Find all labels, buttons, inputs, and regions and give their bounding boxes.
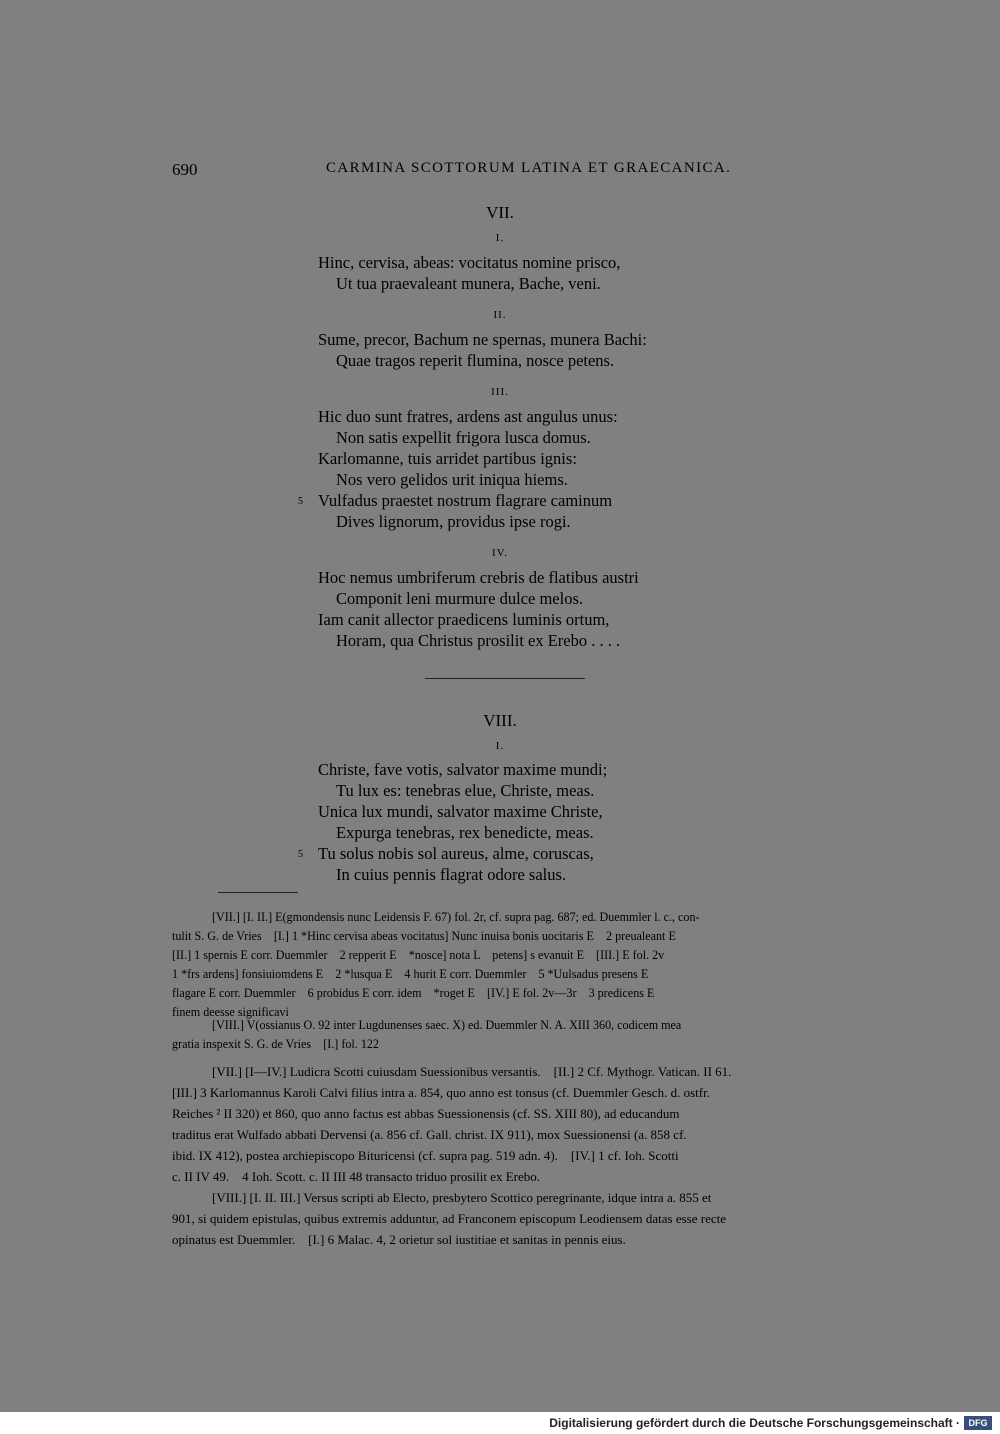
- verse-line: Vulfadus praestet nostrum flagrare caminum: [318, 491, 613, 510]
- verse-line: Tu solus nobis sol aureus, alme, coruscas,: [318, 844, 594, 863]
- verse-line: Sume, precor, Bachum ne spernas, munera Bachi:: [318, 330, 647, 349]
- running-title: CARMINA SCOTTORUM LATINA ET GRAECANICA.: [326, 160, 732, 176]
- commentary-line: traditus erat Wulfado abbati Dervensi (a. 856 cf. Gall. christ. IX 911), mox Suessionensi (a. 858 cf.: [172, 1127, 687, 1142]
- commentary-line: c. II IV 49. 4 Ioh. Scott. c. II III 48 transacto triduo prosilit ex Erebo.: [172, 1169, 540, 1184]
- verse-line: Hinc, cervisa, abeas: vocitatus nomine prisco,: [318, 253, 621, 272]
- commentary-line: [III.] 3 Karlomannus Karoli Calvi filius intra a. 854, quo anno est tonsus (cf. Duemmler Gesch. d. ostfr.: [172, 1085, 710, 1100]
- footer-credit[interactable]: Digitalisierung gefördert durch die Deutsche Forschungsgemeinschaft ·: [549, 1416, 960, 1430]
- part-numeral: IV.: [492, 547, 508, 559]
- line-number: 5: [298, 849, 303, 860]
- commentary-line: Reiches ² II 320) et 860, quo anno factus est abbas Suessionensis (cf. SS. XIII 80), ad educandum: [172, 1106, 680, 1121]
- page-number: 690: [172, 160, 198, 179]
- verse-line: Dives lignorum, providus ipse rogi.: [336, 512, 571, 531]
- part-numeral: III.: [491, 386, 509, 398]
- part-numeral: I.: [495, 232, 505, 244]
- apparatus-line: 1 *frs ardens] fonsiuiomdens E 2 *lusqua E 4 hurit E corr. Duemmler 5 *Uulsadus presens E: [172, 967, 649, 981]
- verse-line: Christe, fave votis, salvator maxime mundi;: [318, 760, 608, 779]
- section-divider: [425, 678, 585, 679]
- commentary-line: [VII.] [I—IV.] Ludicra Scotti cuiusdam Suessionibus versantis. [II.] 2 Cf. Mythogr. Vatican. II 61.: [212, 1064, 732, 1079]
- verse-line: Non satis expellit frigora lusca domus.: [336, 428, 591, 447]
- section-title-viii: VIII.: [483, 711, 517, 730]
- commentary-line: opinatus est Duemmler. [I.] 6 Malac. 4, 2 orietur sol iustitiae et sanitas in pennis eius.: [172, 1232, 626, 1247]
- apparatus-line: finem deesse significavi: [172, 1005, 289, 1019]
- verse-line: Karlomanne, tuis arridet partibus ignis:: [318, 449, 577, 468]
- section-title-vii: VII.: [486, 203, 514, 222]
- footer-bar: [0, 1412, 1000, 1434]
- verse-line: Hoc nemus umbriferum crebris de flatibus austri: [318, 568, 639, 587]
- verse-line: Ut tua praevaleant munera, Bache, veni.: [336, 274, 601, 293]
- line-number: 5: [298, 496, 303, 507]
- verse-line: Horam, qua Christus prosilit ex Erebo . . . .: [336, 631, 621, 650]
- commentary-line: [VIII.] [I. II. III.] Versus scripti ab Electo, presbytero Scottico peregrinante, idque intra a. 855 et: [212, 1190, 712, 1205]
- part-numeral: II.: [493, 309, 507, 321]
- apparatus-line: flagare E corr. Duemmler 6 probidus E corr. idem *roget E [IV.] E fol. 2v—3r 3 predicens E: [172, 986, 655, 1000]
- footnote-rule: [218, 892, 298, 893]
- apparatus-line: [VII.] [I. II.] E(gmondensis nunc Leidensis F. 67) fol. 2r, cf. supra pag. 687; ed. Duemmler l. c., con-: [212, 910, 700, 924]
- verse-line: Quae tragos reperit flumina, nosce petens.: [336, 351, 615, 370]
- verse-line: Componit leni murmure dulce melos.: [336, 589, 584, 608]
- dfg-logo-icon[interactable]: DFG: [964, 1416, 992, 1430]
- verse-line: Unica lux mundi, salvator maxime Christe,: [318, 802, 603, 821]
- verse-line: Hic duo sunt fratres, ardens ast angulus unus:: [318, 407, 618, 426]
- apparatus-line: gratia inspexit S. G. de Vries [I.] fol. 122: [172, 1037, 379, 1051]
- verse-line: Nos vero gelidos urit iniqua hiems.: [336, 470, 568, 489]
- verse-line: Tu lux es: tenebras elue, Christe, meas.: [336, 781, 595, 800]
- verse-line: In cuius pennis flagrat odore salus.: [336, 865, 567, 884]
- apparatus-line: [II.] 1 spernis E corr. Duemmler 2 repperit E *nosce] nota L petens] s evanuit E [III.] E fol. 2v: [172, 948, 665, 962]
- commentary-line: ibid. IX 412), postea archiepiscopo Bituricensi (cf. supra pag. 519 adn. 4). [IV.] 1 cf. Ioh. Scotti: [172, 1148, 679, 1163]
- apparatus-line: [VIII.] V(ossianus O. 92 inter Lugdunenses saec. X) ed. Duemmler N. A. XIII 360, codicem mea: [212, 1018, 682, 1032]
- commentary-line: 901, si quidem epistulas, quibus extremis adduntur, ad Franconem episcopum Leodiensem datas esse recte: [172, 1211, 727, 1226]
- verse-line: Iam canit allector praedicens luminis ortum,: [318, 610, 610, 629]
- verse-line: Expurga tenebras, rex benedicte, meas.: [336, 823, 594, 842]
- part-numeral: I.: [495, 740, 505, 752]
- apparatus-line: tulit S. G. de Vries [I.] 1 *Hinc cervisa abeas vocitatus] Nunc inuisa bonis uocitaris E 2 preualeant E: [172, 929, 676, 943]
